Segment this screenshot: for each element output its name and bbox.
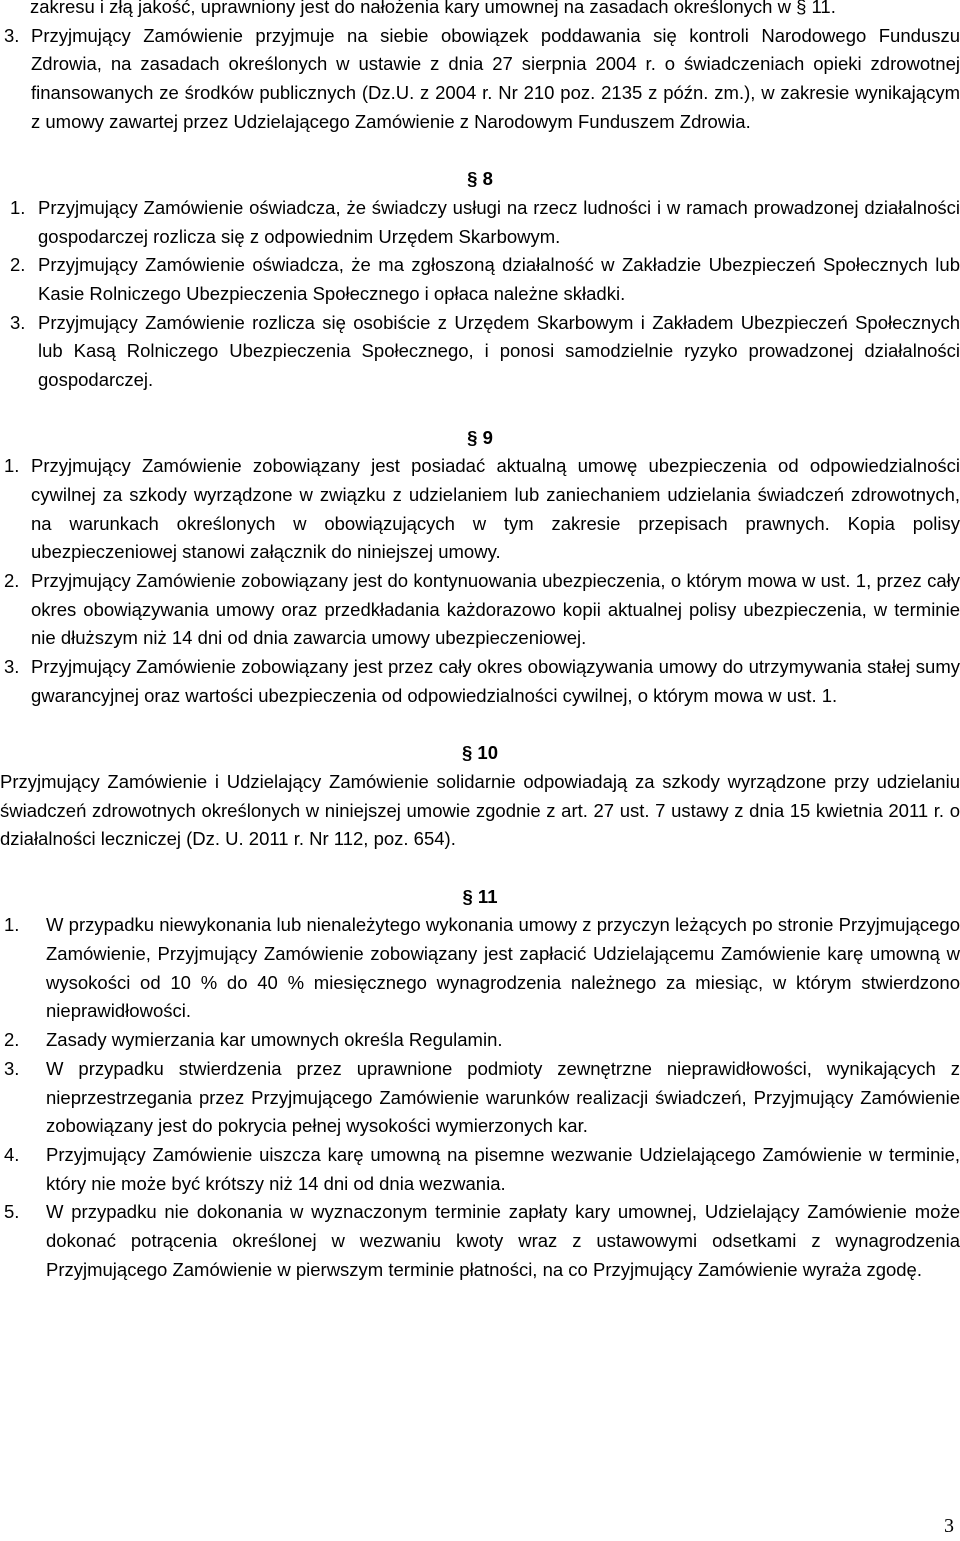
clause-8-3 [0,309,960,395]
clause-number: 4. [4,1144,20,1165]
clause-text: Przyjmujący Zamówienie zobowiązany jest do kontynuowania ubezpieczenia, o którym mowa w ust. 1, przez cały okres obowiązywania umowy oraz przedkładania każdorazowo kopii aktualnej polisy ubezpieczenia, w terminie nie dłuższym niż 14 dni od dnia zawarcia umowy ubezpieczeniowej. [31,570,960,649]
clause-9-1 [0,452,960,567]
clause-9-2 [0,567,960,653]
clause-text: Przyjmujący Zamówienie przyjmuje na siebie obowiązek poddawania się kontroli Narodowego Funduszu Zdrowia, na zasadach określonych w ustawie z dnia 27 sierpnia 2004 r. o świadczeniach opieki zdrowotnej finansowanych ze środków publicznych (Dz.U. z 2004 r. Nr 210 poz. 2135 z późn. zm.), w zakresie wynikającym z umowy zawartej przez Udzielającego Zamówienie z Narodowym Funduszem Zdrowia. [31,24,960,132]
clause-number: 3. [10,311,26,333]
clause-text: Przyjmujący Zamówienie oświadcza, że świadczy usługi na rzecz ludności i w ramach prowadzonej działalności gospodarczej rozlicza się z odpowiednim Urzędem Skarbowym. [38,196,960,247]
section-heading-8: § 8 [467,168,493,190]
clause-text: W przypadku stwierdzenia przez uprawnione podmioty zewnętrzne nieprawidłowości, wynikających z nieprzestrzegania przez Przyjmującego Zamówienie warunków realizacji świadczeń, Przyjmujący Zamówienie zobowiązany jest do pokrycia pełnej wysokości wymierzonych kar. [46,1057,960,1137]
clause-text: Przyjmujący Zamówienie zobowiązany jest przez cały okres obowiązywania umowy do utrzymywania stałej sumy gwarancyjnej oraz wartości ubezpieczenia od odpowiedzialności cywilnej, o którym mowa w ust. 1. [31,656,960,706]
clause-text: Przyjmujący Zamówienie zobowiązany jest posiadać aktualną umowę ubezpieczenia od odpowiedzialności cywilnej za szkody wyrządzone w związku z udzielaniem lub zaniechaniem udzielania świadczeń zdrowotnych, na warunkach określonych w obowiązujących w tym zakresie przepisach prawnych. Kopia polisy ubezpieczeniowej stanowi załącznik do niniejszej umowy. [31,455,960,563]
clause-number: 2. [4,1029,20,1051]
clause-11-3 [0,1055,960,1141]
section-heading-11: § 11 [462,885,498,907]
clause-11-2 [0,1026,960,1055]
clause-number: 1. [4,914,20,936]
clause-9-3 [0,653,960,710]
clause-7-3 [0,22,960,137]
clause-number: 1. [4,455,20,477]
clause-text: W przypadku nie dokonania w wyznaczonym terminie zapłaty kary umownej, Udzielający Zamówienie może dokonać potrącenia określonej w wezwaniu kwoty wraz z ustawowymi odsetkami z wynagrodzenia Przyjmującego Zamówienie w pierwszym terminie płatności, na co Przyjmujący Zamówienie wyraża zgodę. [46,1201,960,1280]
page-number: 3 [944,1515,954,1537]
clause-8-2 [0,251,960,308]
clause-8-1 [0,194,960,251]
section-heading-9: § 9 [467,426,493,448]
clause-number: 1. [10,196,26,218]
section-10-text: Przyjmujący Zamówienie i Udzielający Zamówienie solidarnie odpowiadają za szkody wyrządzone przy udzielaniu świadczeń zdrowotnych określonych w niniejszej umowie zgodnie z art. 27 ust. 7 ustawy z dnia 15 kwietnia 2011 r. o działalności leczniczej (Dz. U. 2011 r. Nr 112, poz. 654). [0,770,960,850]
clause-number: 3. [4,24,20,46]
clause-11-5 [0,1198,960,1284]
clause-number: 2. [4,570,20,591]
clause-text: Przyjmujący Zamówienie rozlicza się osobiście z Urzędem Skarbowym i Zakładem Ubezpieczeń Społecznych lub Kasą Rolniczego Ubezpieczenia Społecznego, i ponosi samodzielnie ryzyko prowadzonej działalności gospodarczej. [38,311,960,391]
clause-number: 3. [4,1057,20,1079]
clause-11-4 [0,1141,960,1198]
paragraph-continued: zakresu i złą jakość, uprawniony jest do nałożenia kary umownej na zasadach określonych w § 11. [30,0,836,17]
clause-number: 2. [10,254,26,276]
clause-number: 5. [4,1201,20,1223]
clause-text: Przyjmujący Zamówienie uiszcza karę umowną na pisemne wezwanie Udzielającego Zamówienie w terminie, który nie może być krótszy niż 14 dni od dnia wezwania. [46,1144,960,1194]
clause-text: Przyjmujący Zamówienie oświadcza, że ma zgłoszoną działalność w Zakładzie Ubezpieczeń Społecznych lub Kasie Rolniczego Ubezpieczenia Społecznego i opłaca należne składki. [38,254,960,304]
clause-text: Zasady wymierzania kar umownych określa Regulamin. [46,1029,503,1051]
clause-text: W przypadku niewykonania lub nienależytego wykonania umowy z przyczyn leżących po stronie Przyjmującego Zamówienie, Przyjmujący Zamówienie zobowiązany jest zapłacić Udzielającemu Zamówienie karę umowną w wysokości od 10 % do 40 % miesięcznego wynagrodzenia należnego za miesiąc, w którym stwierdzono nieprawidłowości. [46,914,960,1022]
clause-11-1 [0,911,960,1026]
clause-number: 3. [4,656,20,678]
section-heading-10: § 10 [461,742,498,764]
